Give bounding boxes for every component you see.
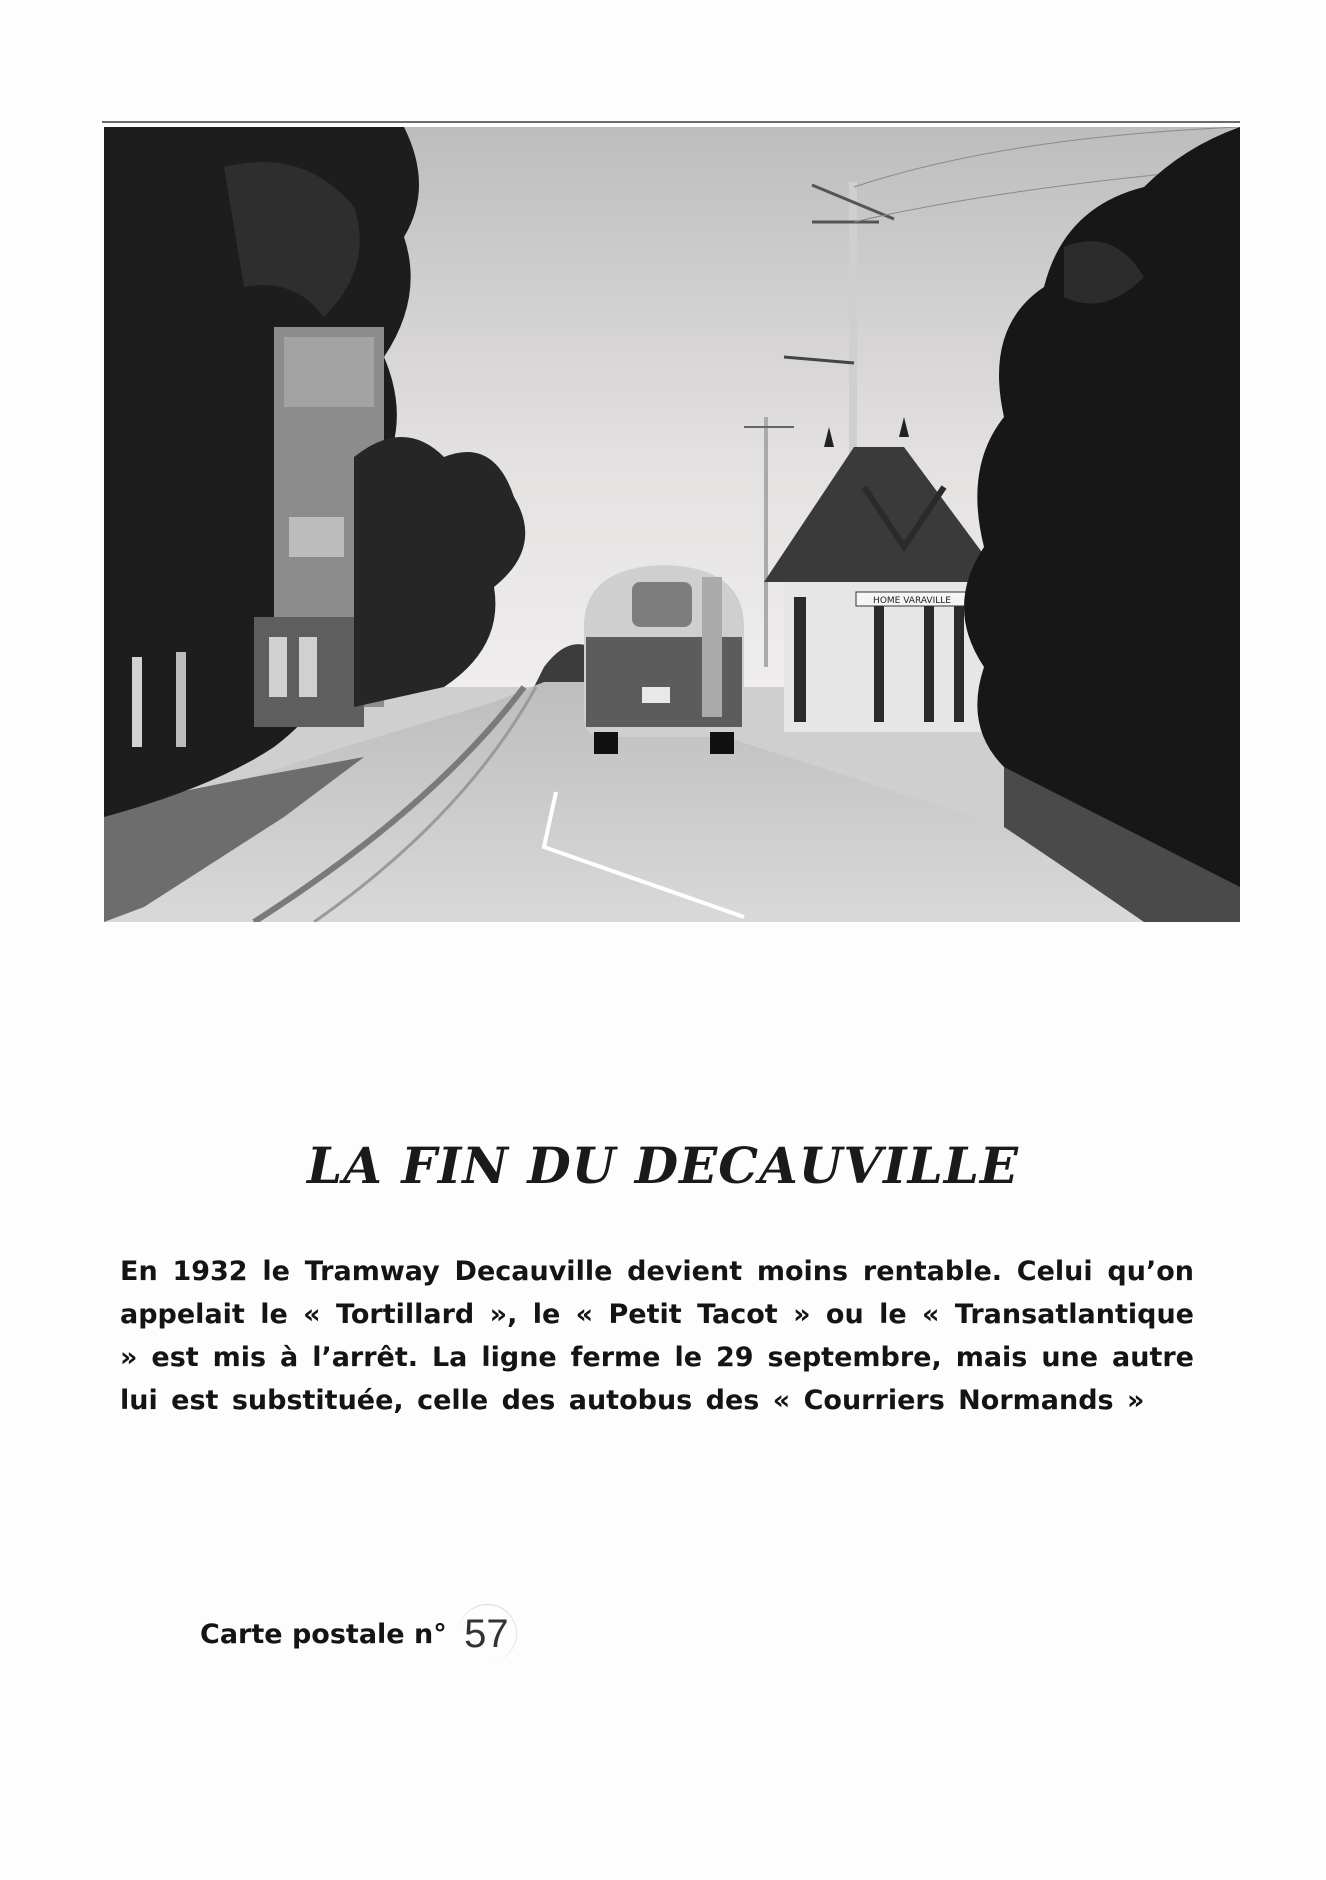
bus-ladder <box>702 577 722 717</box>
caption-label: Carte postale n° <box>200 1619 447 1650</box>
building-upper-wall <box>284 337 374 407</box>
fence-post-2 <box>176 652 186 747</box>
postcard-photo <box>104 127 1240 922</box>
body-paragraph: En 1932 le Tramway Decauville devient moins rentable. Celui qu’on appelait le « Tortillard », le « Petit Tacot » ou le « Transatlantique » est mis à l’arrêt. La ligne ferme le 29 septembre, mais une autre lui est substituée, celle des autobus des « Courriers Normands » <box>120 1256 1194 1416</box>
caption-number: 57 <box>464 1612 509 1656</box>
station-sign-text: HOME VARAVILLE <box>873 596 951 606</box>
photo-top-border <box>102 121 1240 123</box>
bus-wheel-left <box>594 732 618 754</box>
bus-rear-window <box>632 582 692 627</box>
shop-window-1 <box>269 637 287 697</box>
postcard-caption <box>200 1612 509 1657</box>
fence-post-1 <box>132 657 142 747</box>
street-scene-illustration <box>104 127 1240 922</box>
shop-window-2 <box>299 637 317 697</box>
bus-wheel-right <box>710 732 734 754</box>
utility-pole-distant <box>764 417 768 667</box>
building-sign <box>289 517 344 557</box>
bus-plate <box>642 687 670 703</box>
document-title: LA FIN DU DECAUVILLE <box>307 1136 1019 1195</box>
